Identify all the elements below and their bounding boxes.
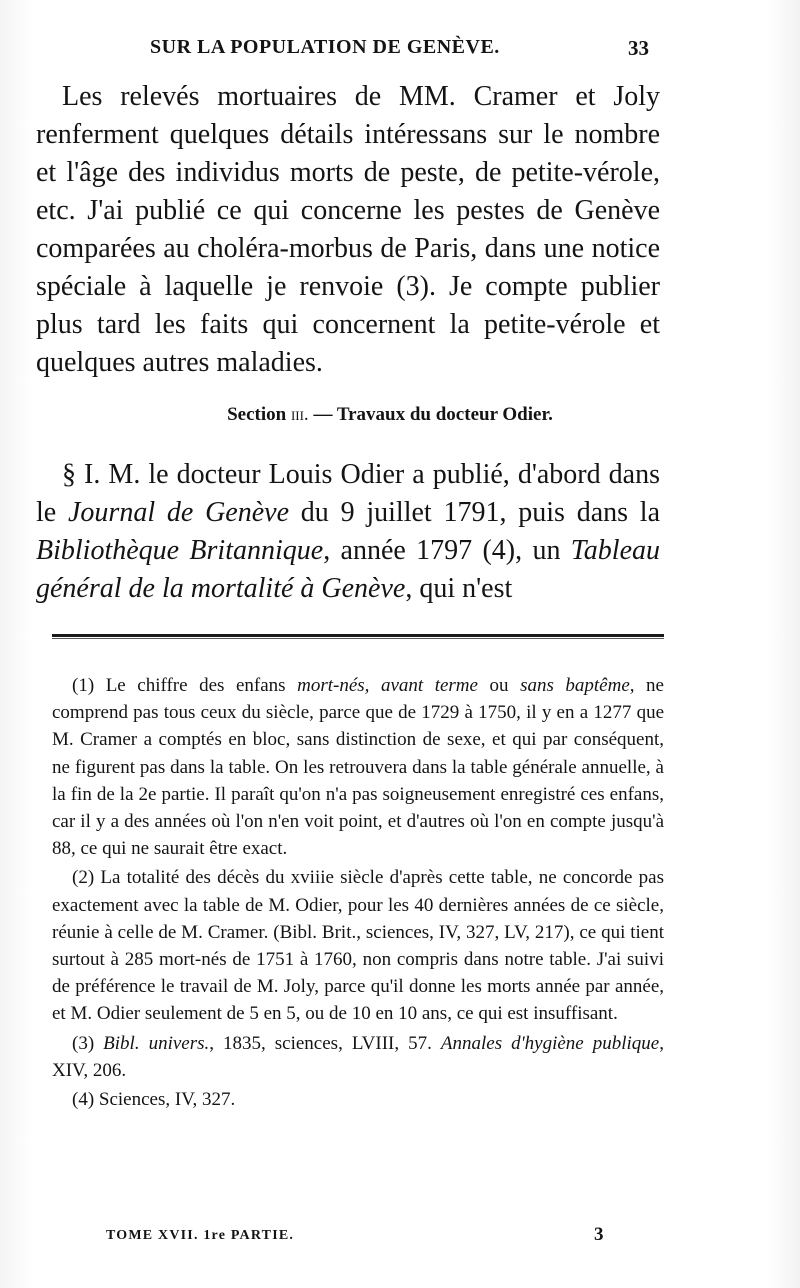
section-title: — Travaux du docteur Odier.: [313, 404, 553, 425]
footnote-1-text-b: ou: [477, 675, 521, 696]
printer-signature: TOME XVII. 1re PARTIE.: [106, 1228, 295, 1243]
footnote-2-text: La totalité des décès du xviiie siècle d'après cette table, ne concorde pas exactement avec la table de M. Odier, pour les 40 dernières années de ce siècle, réunie à celle de M. Cramer. (Bibl. Brit., sciences, IV, 327, LV, 217), ce qui tient surtout à 285 mort-nés de 1751 à 1760, non compris dans notre table. J'ai suivi de préférence le travail de M. Joly, parce qu'il donne les morts année par année, et M. Odier seulement de 5 en 5, ou de 10 en 10 ans, ce qui est insuffisant.: [52, 867, 664, 1025]
bibliotheque-title: Bibliothèque Britannique: [36, 535, 324, 566]
footnote-3-italic-a: Bibl. univers.: [94, 1032, 210, 1054]
journal-title: Journal de Genève: [68, 497, 290, 528]
footnote-4-text: Sciences, IV, 327.: [94, 1089, 236, 1111]
paragraph-2-tail: , qui n'est: [405, 573, 513, 604]
paragraph-2-mid2: , année 1797 (4), un: [323, 535, 571, 566]
paragraph-2-mid1: du 9 juillet 1791, puis dans la: [289, 497, 661, 528]
body-paragraph-2: [36, 456, 660, 608]
footnote-3-text-b: , XIV, 206.: [52, 1032, 664, 1081]
footnote-4: [52, 1086, 664, 1113]
footnote-rule: [52, 634, 664, 637]
footnote-1-number: (1): [72, 675, 95, 696]
body-paragraph-1: [36, 78, 660, 382]
footnote-3: [52, 1030, 664, 1084]
tableau-title: Tableau général de la mortalité à Genève: [36, 535, 661, 604]
footnote-2: [52, 864, 664, 1027]
footnote-1-italic-a: mort-nés, avant terme: [297, 675, 478, 696]
section-numeral: iii.: [290, 404, 309, 425]
paragraph-1-text: Les relevés mortuaires de MM. Cramer et Joly renferment quelques détails intéressans sur le nombre et l'âge des individus morts de peste, de petite-vérole, etc. J'ai publié ce qui concerne les pestes de Genève comparées au choléra-morbus de Paris, dans une notice spéciale à laquelle je renvoie (3). Je compte publier plus tard les faits qui concernent la petite-vérole et quelques autres maladies.: [36, 81, 660, 378]
section-label: Section: [227, 404, 287, 425]
footnote-2-number: (2): [72, 867, 95, 889]
footnote-3-italic-b: Annales d'hygiène publique: [440, 1032, 660, 1054]
footnote-3-text-a: , 1835, sciences, LVIII, 57.: [209, 1032, 441, 1054]
section-heading: [130, 404, 650, 426]
footnote-4-number: (4): [72, 1089, 95, 1111]
footnote-1: [52, 672, 664, 862]
paragraph-2-lead: § I. M. le docteur Louis Odier a publié, d'abord dans le: [36, 459, 660, 528]
footnote-3-number: (3): [72, 1032, 95, 1054]
running-title: SUR LA POPULATION DE GENÈVE.: [150, 36, 500, 58]
footnotes: [52, 672, 664, 1115]
page-number: 33: [628, 36, 649, 60]
footnote-1-text-a: Le chiffre des enfans: [94, 675, 298, 696]
footnote-1-italic-b: sans baptême: [520, 675, 630, 696]
sheet-number: 3: [594, 1224, 604, 1245]
footnote-1-text-c: , ne comprend pas tous ceux du siècle, parce que de 1729 à 1750, il y en a 1277 que M. Cramer a comptés en bloc, sans distinction de sexe, et qui par conséquent, ne figurent pas dans la table. On les retrouvera dans la table générale annuelle, à la fin de la 2e partie. Il paraît qu'on n'a pas soigneusement enregistré ces enfans, car il y a des années où l'on n'en voit point, et d'autres où l'on en compte jusqu'à 88, ce qui ne saurait être exact.: [52, 675, 664, 860]
